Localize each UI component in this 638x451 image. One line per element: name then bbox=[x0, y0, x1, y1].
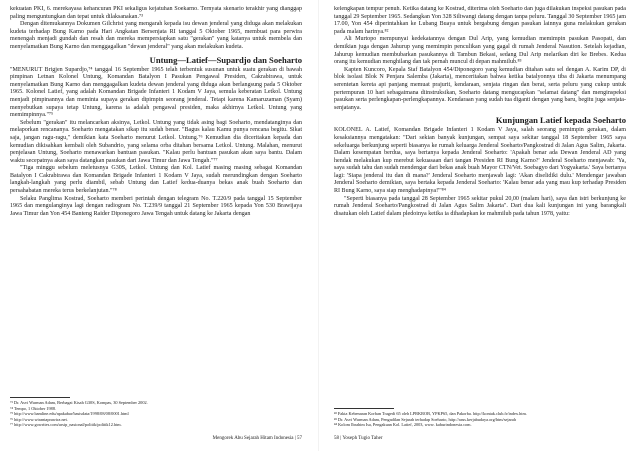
left-page bbox=[10, 6, 302, 446]
footnote: ⁷⁶ http://www.wirantaprawira.net. bbox=[10, 416, 68, 422]
body-paragraph: "MENURUT Brigjen Supardjo,⁷⁴ tanggal 16 September 1965 telah terbentuk susunan untuk suatu gerakan di bawah pimpinan Letnan Kolonel Untung, Komandan Batalyon I Pasukan Pengawal Presiden, Cakrabirawa, untuk menyelamatkan Bung Karno dan menggagalkan kudeta dewan jenderal yang diduga akan berlangsung pada 5 Oktober 1965. Kolonel Latief, yang adalah Komandan Brigade Infanteri 1 Kodam V Jaya, semula keberatan Letkol. Untung menjadi pimpinannya dan meminta supaya gerakan dipimpin seorang jenderal. Tetapi karena Kamaruzaman (Syam) menyebutkan supaya tetap Untung, karena ia adalah pengawal presiden, maka akhirnya Letkol. Untung yang memimpinnya."⁷⁵ bbox=[10, 66, 302, 119]
body-paragraph: kelengkapan tempur penuh. Ketika datang ke Kostrad, diterima oleh Soeharto dan juga dilakukan inspeksi pasukan pada tanggal 29 September 1965. Sedangkan Yon 328 Siliwangi datang dengan tanpa peluru. Tanggal 30 September 1965 jam 17.00, Yon 454 diperintahkan ke Lubang Buaya untuk bergabung dengan pasukan lainnya guna melakukan gerakan pada malam harinya.⁸² bbox=[334, 6, 626, 35]
footnote: ⁷³ Dr. Asvi Warman Adam, Berbagai Kisah G30S, Kompas, 30 September 2002. bbox=[10, 400, 148, 406]
page-gutter bbox=[318, 0, 319, 451]
right-page bbox=[334, 6, 626, 446]
footnote: ⁸³ Dr. Asvi Warman Adam, Pengadilan Sejarah terhadap Soeharto, http://arus.kerjabudaya.org/htm/sejarah bbox=[334, 416, 516, 422]
footnote: ⁷⁴ Tempo, 1 Oktober 1988. bbox=[10, 405, 57, 411]
footnote: ⁷⁵ http://www.bamline.edu/apakabar/basisdata/1998/08/08/0001.html bbox=[10, 411, 129, 417]
body-paragraph: Selaku Panglima Kostrad, Soeharto memberi perintah dengan telegram No. T.220/9 pada tanggal 15 September 1965 dan mengulanginya lagi dengan radiogram No. T.239/9 tanggal 21 September 1965 kepada Yon 530 Brawijaya Jawa Timur dan Yon 454 Banteng Raider Diponegoro Jawa Tengah untuk datang ke Jakarta dengan bbox=[10, 195, 302, 217]
footnotes bbox=[10, 397, 302, 428]
page-footer: 58 | Yoseph Tugio Taher bbox=[334, 436, 383, 441]
body-paragraph: "Tiga minggu sebelum meletusnya G30S, Letkol. Untung dan Kol. Latief masing masing sebagai Komandan Batalyon I Cakrabirawa dan Komandan Brigade Infanteri 1 Kodam V Jaya, sudah merundingkan dengan Soeharto langkah-langkah yang perlu diambil, sebab Untung dan Latief kedua-duanya bekas anak buah Soeharto dan persahabatan mereka terus berkelanjutan."⁷⁸ bbox=[10, 165, 302, 195]
body-paragraph: Ali Murtopo mempunyai kedekatannya dengan Dul Arip, yang kemudian memimpin pasukan Pasopati, dan demikian juga dengan Jahurup yang memimpin penculikan yang gagal di rumah Jenderal Nasution. Setelah kejadian, Jahurup kemudian membubarkan pasukannya di Tambun Bekasi, sedang Dul Arip melarikan diri ke Brebes. Kedua orang itu kemudian menghilang dan tak pernah muncul di depan mahmilub.⁸³ bbox=[334, 36, 626, 66]
section-heading: Untung—Latief—Supardjo dan Soeharto bbox=[149, 54, 302, 65]
footnote-rule bbox=[10, 397, 70, 398]
body-paragraph: KOLONEL A. Latief, Komandan Brigade Infanteri 1 Kodam V Jaya, salah seorang pemimpin gerakan, dalam kesaksiannya mengatakan: "Dari sekian banyak kunjungan, sempat saya sekitar tanggal 18 September 1965 saya sekeluarga berkunjung seperti biasanya ke rumah keluarga Jenderal Soeharto/Pangkostrad di Jalan Agus Salim, Jakarta. Dalam kesempatan berdua, saya bertanya kepada Jenderal Soeharto: 'Apakah benar ada Dewan Jenderal AD yang hendak melakukan kup merebut kekuasaan dari tangan Presiden RI Bung Karno?' Jenderal Soeharto menjawab: 'Ya, saya sudah tahu dan sudah mendengar dari bekas anak buah Mayor CTN/Vet. Soebagyo dari Yogyakarta.' Saya bertanya lagi: 'Siapa jenderal itu dan di mana?' Jenderal Soeharto menjawab lagi: 'Akan diselidiki dulu.' Mendengar jawaban Jenderal Soeharto demikian, saya bertaka kepada Jenderal Soeharto: 'Kalau benar ada yang mau kup terhadap Presiden RI Bung Karno, saya siap menghadapinya!'"⁸⁴ bbox=[334, 127, 626, 195]
footnote: ⁸⁴ Kolom Ibrahim Isa, Pengakuan Kol. Latief, 2003, www. kaburindonesia.com. bbox=[334, 422, 472, 428]
footnote: ⁷⁷ http://www.gowrites.com/arsip_nasional/politik/politik12.htm. bbox=[10, 422, 122, 428]
page-footer: Mengorek Abu Sejarah Hitam Indonesia | 57 bbox=[212, 436, 302, 441]
body-paragraph: Dengan ditemukannya Dokumen Gilchrist yang mengarah kepada isu dewan jenderal yang diduga akan melakukan kudeta terhadap Bung Karno pada Hari Angkatan Bersenjata RI tanggal 5 Oktober 1965, membuat para perwira menengah menjadi gundah dan resah dan mereka mempersiapkan satu "gerakan" yang katanya untuk membela dan menyelamatkan Bung Karno dan menggagalkan "dewan jenderal" yang akan melakukan kudeta. bbox=[10, 21, 302, 50]
body-paragraph: kekuatan PKI, 6. merekayasa kehancuran PKI sekaligus kejatuhan Soekarno. Ternyata skenario terakhir yang dianggap paling menguntungkan dan tepat untuk dilaksanakan.⁷³ bbox=[10, 6, 302, 20]
body-paragraph: Kapten Kuncoro, Kepala Staf Batalyon 454/Diponegoro yang kemudian ditahan satu sel dengan A. Karim DP, di blok isolasi Blok N Penjara Salemba (Jakarta), menceritakan bahwa ketika batalyonnya tiba di Jakarta menumpang serentetan kereta api panjang memuat prajurit, kendaraan, senjata ringan dan berat, serta peluru yang cukup untuk pertempuran 10 hari sebagaimana diinstruksikan, Soeharto datang mengucapkan "selamat datang" dan menginspeksi pasukan serta perlengkapan-perlengkapannya. Kendaraan yang sudah tua diganti dengan yang baru, begitu juga senjata-senjatanya. bbox=[334, 66, 626, 111]
footnotes bbox=[334, 408, 626, 428]
body-paragraph: Sebelum "gerakan" itu melancarkan aksinya, Letkol. Untung yang tidak asing bagi Soeharto, mendatanginya dan melaporkan rencananya. Soeharto mengatakan sikap itu sudah benar. "Bagus kalau Kamu punya rencana begitu. Sikat saja, jangan ragu-ragu," demikian kata Soeharto menurut Letkol. Untung.⁷⁶ Kemudian dia diceritakan kepada dan kemudian dikisahkan kembali oleh Subandrio, yang selama orba ditahan bersama Letkol. Untung. Malahan, menurut penjelasan Untung, Soeharto menawarkan bantuan pasukan. "Kalau perlu bantuan pasukan akan saya bantu. Dalam waktu secepatnya akan saya datangkan pasukan dari Jawa Timur dan Jawa Tengah."⁷⁷ bbox=[10, 119, 302, 164]
footnote: ⁸² Fakta Kebenaran Korban Tragedi 65 oleh LPRKROB, YPKP65, dan Pakorba. http://kontak.club.fr/index.htm. bbox=[334, 411, 527, 417]
body-paragraph: "Seperti biasanya pada tanggal 28 September 1965 sekitar pukul 20,00 (malam hari), saya dan istri berkunjung ke rumah Jenderal Soeharto/Pangkostrad di Jalan Agus Salim Jakarta". Dari dua kali kunjungan ini yang barangkali disatukan oleh Latief dalam pledoinya ketika ia dihadapkan ke mahmilub pada tahun 1978, yaitu: bbox=[334, 195, 626, 217]
footnote-rule bbox=[334, 408, 394, 409]
section-heading: Kunjungan Latief kepada Soeharto bbox=[495, 115, 626, 126]
